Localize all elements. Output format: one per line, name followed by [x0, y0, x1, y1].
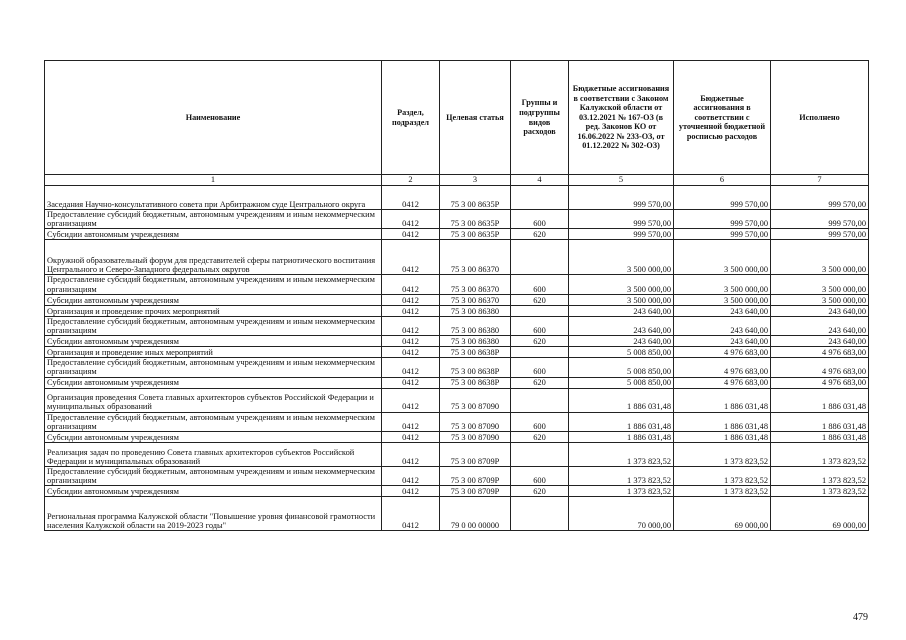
row-executed-amount: 999 570,00: [771, 186, 869, 210]
row-law-amount: 999 570,00: [569, 210, 674, 229]
row-section: 0412: [382, 316, 440, 335]
row-group: 620: [511, 294, 569, 305]
row-law-amount: 243 640,00: [569, 305, 674, 316]
row-refined-amount: 4 976 683,00: [674, 358, 771, 377]
row-law-amount: 3 500 000,00: [569, 275, 674, 294]
row-group: [511, 388, 569, 412]
row-target: 75 3 00 8709Р: [440, 467, 511, 486]
table-row: [45, 275, 869, 294]
header-group: Группы и подгруппы видов расходов: [511, 61, 569, 175]
row-law-amount: 1 373 823,52: [569, 443, 674, 467]
row-group: 620: [511, 432, 569, 443]
row-group: [511, 240, 569, 275]
row-executed-amount: 1 373 823,52: [771, 467, 869, 486]
row-executed-amount: 4 976 683,00: [771, 347, 869, 358]
row-section: 0412: [382, 347, 440, 358]
row-target: 75 3 00 8638Р: [440, 347, 511, 358]
row-name: Субсидии автономным учреждениям: [45, 294, 382, 305]
table-row: [45, 294, 869, 305]
row-name: Предоставление субсидий бюджетным, автономным учреждениям и иным некоммерческим организациям: [45, 412, 382, 431]
row-law-amount: 1 373 823,52: [569, 467, 674, 486]
row-group: [511, 305, 569, 316]
row-executed-amount: 243 640,00: [771, 336, 869, 347]
row-group: 620: [511, 377, 569, 388]
row-name: Субсидии автономным учреждениям: [45, 229, 382, 240]
row-section: 0412: [382, 497, 440, 531]
row-section: 0412: [382, 336, 440, 347]
row-target: 75 3 00 8635Р: [440, 210, 511, 229]
row-law-amount: 1 886 031,48: [569, 432, 674, 443]
table-row: [45, 347, 869, 358]
table-row: [45, 186, 869, 210]
row-section: 0412: [382, 443, 440, 467]
row-section: 0412: [382, 412, 440, 431]
row-section: 0412: [382, 305, 440, 316]
row-executed-amount: 4 976 683,00: [771, 358, 869, 377]
table-row: [45, 497, 869, 531]
row-section: 0412: [382, 210, 440, 229]
row-law-amount: 1 886 031,48: [569, 388, 674, 412]
row-executed-amount: 3 500 000,00: [771, 240, 869, 275]
table-row: [45, 229, 869, 240]
row-law-amount: 3 500 000,00: [569, 294, 674, 305]
row-name: Субсидии автономным учреждениям: [45, 336, 382, 347]
row-name: Предоставление субсидий бюджетным, автономным учреждениям и иным некоммерческим организациям: [45, 467, 382, 486]
row-law-amount: 999 570,00: [569, 186, 674, 210]
row-name: Региональная программа Калужской области "Повышение уровня финансовой грамотности населения Калужской области на 2019-2023 годы": [45, 497, 382, 531]
row-name: Субсидии автономным учреждениям: [45, 432, 382, 443]
row-refined-amount: 4 976 683,00: [674, 347, 771, 358]
row-refined-amount: 243 640,00: [674, 316, 771, 335]
header-row: [45, 61, 869, 175]
row-refined-amount: 1 373 823,52: [674, 486, 771, 497]
header-refined-allocations: Бюджетные ассигнования в соответствии с уточненной бюджетной росписью расходов: [674, 61, 771, 175]
row-executed-amount: 1 886 031,48: [771, 412, 869, 431]
table-row: [45, 336, 869, 347]
row-executed-amount: 69 000,00: [771, 497, 869, 531]
row-section: 0412: [382, 275, 440, 294]
row-executed-amount: 3 500 000,00: [771, 275, 869, 294]
row-group: [511, 347, 569, 358]
row-law-amount: 5 008 850,00: [569, 358, 674, 377]
table-row: [45, 316, 869, 335]
row-executed-amount: 1 373 823,52: [771, 486, 869, 497]
row-group: [511, 186, 569, 210]
row-executed-amount: 999 570,00: [771, 229, 869, 240]
table-body: [45, 186, 869, 531]
row-name: Предоставление субсидий бюджетным, автономным учреждениям и иным некоммерческим организациям: [45, 275, 382, 294]
row-executed-amount: 243 640,00: [771, 305, 869, 316]
row-executed-amount: 1 886 031,48: [771, 432, 869, 443]
row-target: 75 3 00 86370: [440, 294, 511, 305]
header-law-allocations: Бюджетные ассигнования в соответствии с Законом Калужской области от 03.12.2021 № 167-ОЗ (в ред. Законов КО от 16.06.2022 № 233-ОЗ, от 01.12.2022 № 302-ОЗ): [569, 61, 674, 175]
row-law-amount: 5 008 850,00: [569, 377, 674, 388]
row-target: 75 3 00 86380: [440, 305, 511, 316]
row-target: 79 0 00 00000: [440, 497, 511, 531]
row-refined-amount: 1 373 823,52: [674, 443, 771, 467]
column-number: 1: [45, 175, 382, 186]
row-executed-amount: 1 886 031,48: [771, 388, 869, 412]
row-group: 600: [511, 275, 569, 294]
row-law-amount: 999 570,00: [569, 229, 674, 240]
table-row: [45, 412, 869, 431]
row-refined-amount: 999 570,00: [674, 210, 771, 229]
table-row: [45, 388, 869, 412]
row-group: [511, 497, 569, 531]
table-row: [45, 305, 869, 316]
header-name: Наименование: [45, 61, 382, 175]
row-refined-amount: 1 373 823,52: [674, 467, 771, 486]
column-number: 3: [440, 175, 511, 186]
column-number: 5: [569, 175, 674, 186]
row-target: 75 3 00 8638Р: [440, 358, 511, 377]
row-law-amount: 243 640,00: [569, 316, 674, 335]
row-group: 600: [511, 210, 569, 229]
row-target: 75 3 00 8635Р: [440, 229, 511, 240]
row-group: 620: [511, 486, 569, 497]
row-section: 0412: [382, 432, 440, 443]
row-name: Заседания Научно-консультативного совета при Арбитражном суде Центрального округа: [45, 186, 382, 210]
row-target: 75 3 00 87090: [440, 388, 511, 412]
row-section: 0412: [382, 229, 440, 240]
row-target: 75 3 00 86380: [440, 336, 511, 347]
row-target: 75 3 00 86370: [440, 275, 511, 294]
row-refined-amount: 1 886 031,48: [674, 432, 771, 443]
row-group: 600: [511, 412, 569, 431]
row-refined-amount: 3 500 000,00: [674, 240, 771, 275]
row-group: 620: [511, 336, 569, 347]
row-name: Субсидии автономным учреждениям: [45, 486, 382, 497]
row-executed-amount: 243 640,00: [771, 316, 869, 335]
row-name: Реализация задач по проведению Совета главных архитекторов субъектов Российской Федерации и муниципальных образований: [45, 443, 382, 467]
row-refined-amount: 69 000,00: [674, 497, 771, 531]
row-name: Организация и проведение прочих мероприятий: [45, 305, 382, 316]
row-name: Предоставление субсидий бюджетным, автономным учреждениям и иным некоммерческим организациям: [45, 316, 382, 335]
row-section: 0412: [382, 377, 440, 388]
table-row: [45, 358, 869, 377]
row-group: 600: [511, 467, 569, 486]
row-name: Окружной образовательный форум для представителей сферы патриотического воспитания Центрального и Северо-Западного федеральных округов: [45, 240, 382, 275]
table-row: [45, 210, 869, 229]
row-refined-amount: 4 976 683,00: [674, 377, 771, 388]
table-row: [45, 467, 869, 486]
row-executed-amount: 3 500 000,00: [771, 294, 869, 305]
row-target: 75 3 00 8635Р: [440, 186, 511, 210]
page-number: 479: [853, 612, 868, 623]
row-target: 75 3 00 86380: [440, 316, 511, 335]
row-refined-amount: 3 500 000,00: [674, 294, 771, 305]
row-section: 0412: [382, 186, 440, 210]
row-law-amount: 3 500 000,00: [569, 240, 674, 275]
row-group: 600: [511, 316, 569, 335]
row-target: 75 3 00 8709Р: [440, 443, 511, 467]
row-section: 0412: [382, 388, 440, 412]
row-executed-amount: 1 373 823,52: [771, 443, 869, 467]
row-group: 620: [511, 229, 569, 240]
column-number: 2: [382, 175, 440, 186]
row-refined-amount: 243 640,00: [674, 336, 771, 347]
row-target: 75 3 00 87090: [440, 432, 511, 443]
row-name: Организация и проведение иных мероприятий: [45, 347, 382, 358]
row-law-amount: 70 000,00: [569, 497, 674, 531]
row-target: 75 3 00 86370: [440, 240, 511, 275]
row-executed-amount: 4 976 683,00: [771, 377, 869, 388]
row-group: [511, 443, 569, 467]
row-law-amount: 243 640,00: [569, 336, 674, 347]
row-target: 75 3 00 8709Р: [440, 486, 511, 497]
row-refined-amount: 1 886 031,48: [674, 412, 771, 431]
table-row: [45, 486, 869, 497]
row-section: 0412: [382, 240, 440, 275]
table-row: [45, 240, 869, 275]
row-law-amount: 1 886 031,48: [569, 412, 674, 431]
row-law-amount: 1 373 823,52: [569, 486, 674, 497]
column-number: 4: [511, 175, 569, 186]
row-name: Организация проведения Совета главных архитекторов субъектов Российской Федерации и муниципальных образований: [45, 388, 382, 412]
row-refined-amount: 3 500 000,00: [674, 275, 771, 294]
row-refined-amount: 999 570,00: [674, 186, 771, 210]
header-executed: Исполнено: [771, 61, 869, 175]
row-name: Субсидии автономным учреждениям: [45, 377, 382, 388]
table-row: [45, 377, 869, 388]
header-target: Целевая статья: [440, 61, 511, 175]
row-section: 0412: [382, 467, 440, 486]
row-refined-amount: 999 570,00: [674, 229, 771, 240]
budget-table: [44, 60, 869, 531]
row-law-amount: 5 008 850,00: [569, 347, 674, 358]
row-target: 75 3 00 87090: [440, 412, 511, 431]
row-name: Предоставление субсидий бюджетным, автономным учреждениям и иным некоммерческим организациям: [45, 358, 382, 377]
row-executed-amount: 999 570,00: [771, 210, 869, 229]
row-section: 0412: [382, 294, 440, 305]
column-numbers-row: [45, 175, 869, 186]
row-name: Предоставление субсидий бюджетным, автономным учреждениям и иным некоммерческим организациям: [45, 210, 382, 229]
table-row: [45, 432, 869, 443]
header-section: Раздел, подраздел: [382, 61, 440, 175]
row-section: 0412: [382, 358, 440, 377]
row-refined-amount: 1 886 031,48: [674, 388, 771, 412]
column-number: 7: [771, 175, 869, 186]
row-target: 75 3 00 8638Р: [440, 377, 511, 388]
row-refined-amount: 243 640,00: [674, 305, 771, 316]
column-number: 6: [674, 175, 771, 186]
row-section: 0412: [382, 486, 440, 497]
table-row: [45, 443, 869, 467]
row-group: 600: [511, 358, 569, 377]
